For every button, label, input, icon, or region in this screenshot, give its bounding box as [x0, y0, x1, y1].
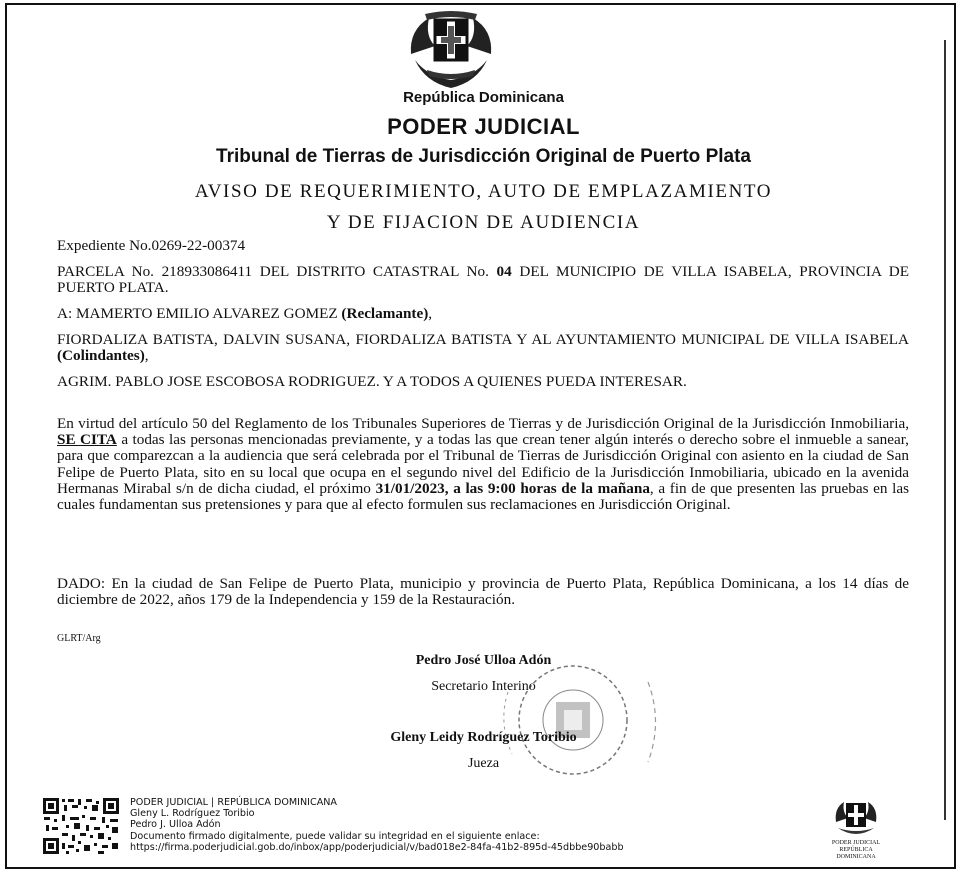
signatory-2-title: Jueza: [467, 756, 500, 771]
colindantes-comma: ,: [144, 347, 149, 365]
footer-signer-1: Gleny L. Rodríguez Toribio: [130, 808, 255, 820]
addressee-name: A: MAMERTO EMILIO ALVAREZ GOMEZ: [57, 305, 342, 322]
country-heading: República Dominicana: [403, 89, 564, 106]
parcela-text-a: PARCELA No. 218933086411 DEL DISTRITO CATASTRAL No.: [57, 263, 497, 280]
citation-text-3: , a fin de que presenten las pruebas en las cuales fundamentan sus pretensiones y para que al efecto formulen sus reclamaciones en Jurisdicción Original.: [57, 479, 910, 514]
institution-heading: PODER JUDICIAL: [387, 114, 580, 139]
footer-validation-note: Documento firmado digitalmente, puede validar su integridad en el siguiente enlace:: [130, 830, 540, 842]
signatory-1-title: Secretario Interino: [431, 679, 536, 694]
digital-signature-footer: [130, 797, 624, 853]
tribunal-heading: Tribunal de Tierras de Jurisdicción Original de Puerto Plata: [216, 146, 751, 167]
coat-of-arms-icon: [405, 10, 497, 92]
poder-judicial-logo: [832, 798, 880, 840]
qr-code[interactable]: [42, 797, 120, 855]
se-cita-emphasis: SE CITA: [57, 431, 117, 449]
signatory-1-name: Pedro José Ulloa Adón: [415, 653, 552, 668]
footer-institution: PODER JUDICIAL | REPÚBLICA DOMINICANA: [130, 797, 337, 808]
logo-caption: PODER JUDICIAL REPÚBLICA DOMINICANA: [831, 840, 881, 860]
hearing-date: 31/01/2023, a las 9:00 horas de la mañana: [375, 479, 650, 497]
citation-text-1: En virtud del artículo 50 del Reglamento de los Tribunales Superiores de Tierras y de Jurisdicción Original de la Jurisdicción Inmobiliaria,: [57, 415, 909, 432]
citation-text-2: a todas las personas mencionadas previamente, y a todas las que crean tener algún interés o derecho sobre el inmueble a sanear, para que comparezcan a la audiencia que será celebrada por el Tribunal de Tierras de Jurisdicción Original con asiento en la ciudad de San Felipe de Puerto Plata, sito en su local que ocupa en el segundo nivel del Edificio de la Jurisdicción Inmobiliaria, ubicado en la avenida Hermanas Mirabal s/n de dicha ciudad, el próximo: [57, 431, 909, 497]
signatory-2-name: Gleny Leidy Rodríguez Toribio: [390, 730, 577, 745]
document-title-line2: Y DE FIJACION DE AUDIENCIA: [326, 212, 641, 233]
initials: GLRT/Arg: [57, 633, 101, 644]
document-title-line1: AVISO DE REQUERIMIENTO, AUTO DE EMPLAZAMIENTO: [194, 181, 773, 202]
addressee-paragraph: [57, 306, 909, 322]
parcela-paragraph: [57, 264, 909, 296]
document-title: [0, 176, 967, 238]
footer-validation-link[interactable]: https://firma.poderjudicial.gob.do/inbox/app/poderjudicial/v/bad018e2-84fa-41b2-895d-45dbbe90babb: [130, 841, 624, 853]
expediente-number: Expediente No.0269-22-00374: [57, 237, 246, 254]
dado-paragraph: DADO: En la ciudad de San Felipe de Puerto Plata, municipio y provincia de Puerto Plata, República Dominicana, a los 14 días de diciembre de 2022, años 179 de la Independencia y 159 de la Restauración.: [57, 575, 909, 609]
colindantes-names: FIORDALIZA BATISTA, DALVIN SUSANA, FIORDALIZA BATISTA Y AL AYUNTAMIENTO MUNICIPAL DE VILLA ISABELA: [57, 331, 909, 348]
colindantes-paragraph: [57, 332, 909, 364]
addressee-comma: ,: [428, 305, 433, 322]
colindantes-role: (Colindantes): [57, 347, 145, 365]
agrimensor-paragraph: AGRIM. PABLO JOSE ESCOBOSA RODRIGUEZ. Y A TODOS A QUIENES PUEDA INTERESAR.: [57, 373, 687, 390]
parcela-text-b: DEL MUNICIPIO DE VILLA ISABELA, PROVINCIA DE PUERTO PLATA.: [57, 263, 909, 297]
addressee-role: (Reclamante): [341, 305, 429, 322]
parcela-district-number: 04: [496, 263, 512, 280]
footer-signer-2: Pedro J. Ulloa Adón: [130, 819, 221, 831]
citation-paragraph: [57, 416, 909, 513]
